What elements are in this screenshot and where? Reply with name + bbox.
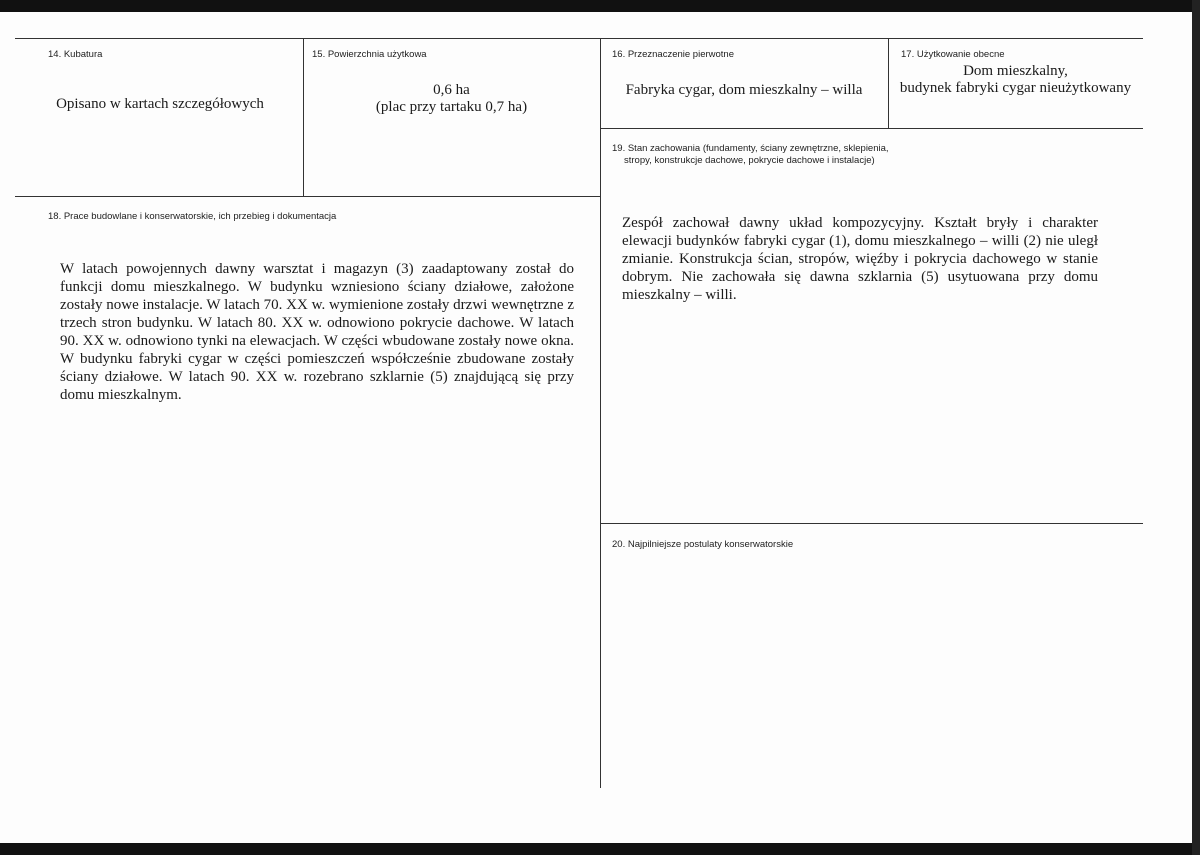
field-19-label-line1: 19. Stan zachowania (fundamenty, ściany zewnętrzne, sklepienia, [612,143,889,154]
field-20-label: 20. Najpilniejsze postulaty konserwatorskie [612,539,794,550]
field-15-value-line2: (plac przy tartaku 0,7 ha) [375,99,528,115]
scan-edge-top [0,0,1200,12]
field-15-label: 15. Powierzchnia użytkowa [312,49,427,60]
scan-edge-bottom [0,843,1200,855]
field-17-value-line1: Dom mieszkalny, [963,63,1068,79]
field-16-label: 16. Przeznaczenie pierwotne [612,49,734,60]
field-18-label: 18. Prace budowlane i konserwatorskie, ich przebieg i dokumentacja [48,211,337,222]
divider-main [600,38,601,788]
rule-under-16-17 [600,128,1143,129]
field-18-text [60,260,574,404]
field-17-value-line2: budynek fabryki cygar nieużytkowany [899,80,1132,96]
scan-edge-right [1192,0,1200,855]
field-14-value: Opisano w kartach szczegółowych [56,96,264,112]
field-15-value-line1: 0,6 ha [433,82,470,98]
field-19-text [622,214,1098,304]
field-17-label: 17. Użytkowanie obecne [901,49,1005,60]
field-19-label-line2: stropy, konstrukcje dachowe, pokrycie dachowe i instalacje) [624,155,875,166]
field-18-paragraph: W latach powojennych dawny warsztat i magazyn (3) zaadaptowany został do funkcji domu mieszkalnego. W budynku wzniesiono ściany działowe, założone zostały nowe instalacje. W latach 70. XX w. wymienione zostały drzwi wewnętrzne z trzech stron budynku. W latach 80. XX w. odnowiono pokrycie dachowe. W latach 90. XX w. odnowiono tynki na elewacjach. W części wbudowane zostały nowe okna. W budynku fabryki cygar w części pomieszczeń współcześnie zbudowane zostały ściany działowe. W latach 90. XX w. rozebrano szklarnie (5) znajdującą się przy domu mieszkalnym. [60,261,574,403]
divider-14-15 [303,38,304,196]
field-16-value: Fabryka cygar, dom mieszkalny – willa [625,82,863,98]
rule-above-20 [600,523,1143,524]
field-19-paragraph: Zespół zachował dawny układ kompozycyjny. Kształt bryły i charakter elewacji budynków fabryki cygar (1), domu mieszkalnego – willi (2) nie uległ zmianie. Konstrukcja ścian, stropów, więźby i pokrycia dachowego w stanie dobrym. Nie zachowała się dawna szklarnia (5) usytuowana przy domu mieszkalny – willi. [622,215,1098,303]
rule-under-14-15 [15,196,600,197]
top-rule [15,38,1143,39]
field-14-label: 14. Kubatura [48,49,103,60]
